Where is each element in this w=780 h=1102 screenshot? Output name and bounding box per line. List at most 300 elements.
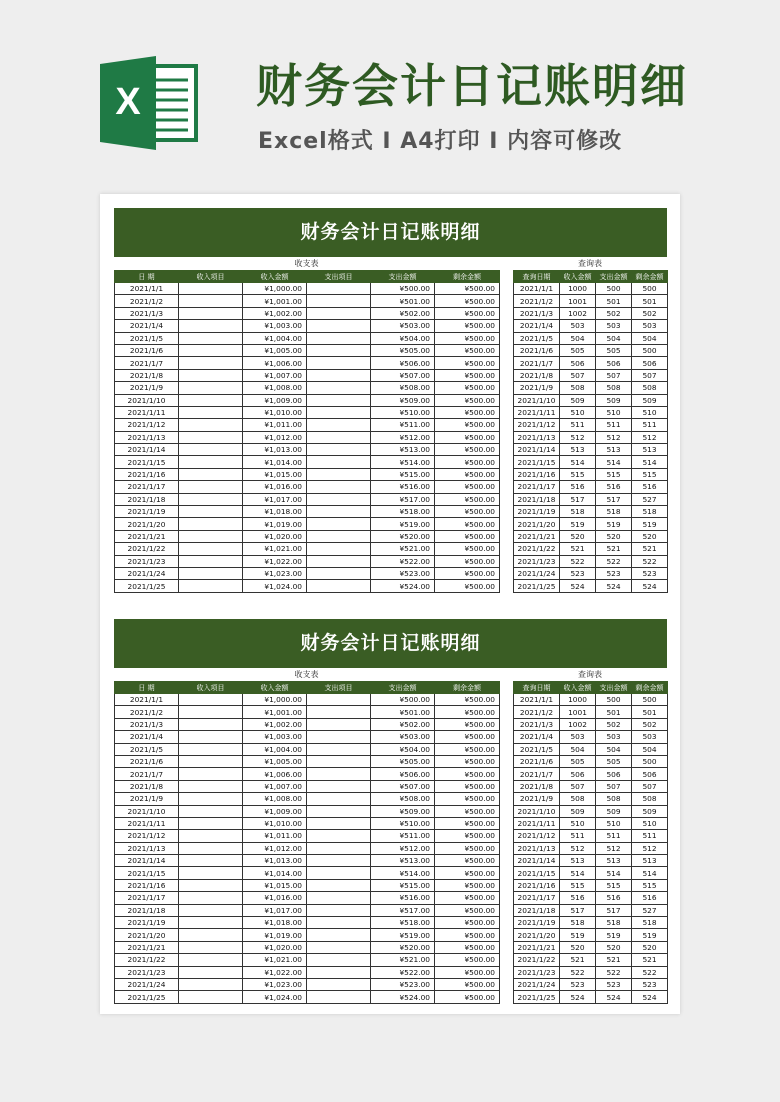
query-date-cell[interactable]: 2021/1/3: [514, 307, 560, 319]
query-date-cell[interactable]: 2021/1/24: [514, 567, 560, 579]
date-cell[interactable]: 2021/1/25: [115, 580, 179, 592]
query-date-cell[interactable]: 2021/1/18: [514, 904, 560, 916]
balance-cell[interactable]: ¥500.00: [435, 941, 500, 953]
query-balance-cell[interactable]: 509: [632, 394, 668, 406]
expense-item-cell[interactable]: [307, 481, 371, 493]
balance-cell[interactable]: ¥500.00: [435, 991, 500, 1003]
query-balance-cell[interactable]: 500: [632, 694, 668, 706]
date-cell[interactable]: 2021/1/8: [115, 369, 179, 381]
balance-cell[interactable]: ¥500.00: [435, 419, 500, 431]
query-income-cell[interactable]: 1000: [560, 694, 596, 706]
expense-item-cell[interactable]: [307, 966, 371, 978]
query-date-cell[interactable]: 2021/1/12: [514, 419, 560, 431]
income-item-cell[interactable]: [179, 580, 243, 592]
query-expense-cell[interactable]: 516: [596, 481, 632, 493]
balance-cell[interactable]: ¥500.00: [435, 456, 500, 468]
income-item-cell[interactable]: [179, 879, 243, 891]
expense-amount-cell[interactable]: ¥521.00: [371, 543, 435, 555]
expense-amount-cell[interactable]: ¥505.00: [371, 755, 435, 767]
query-date-cell[interactable]: 2021/1/11: [514, 817, 560, 829]
date-cell[interactable]: 2021/1/5: [115, 743, 179, 755]
balance-cell[interactable]: ¥500.00: [435, 879, 500, 891]
income-item-cell[interactable]: [179, 295, 243, 307]
income-item-cell[interactable]: [179, 283, 243, 295]
income-amount-cell[interactable]: ¥1,012.00: [243, 431, 307, 443]
balance-cell[interactable]: ¥500.00: [435, 718, 500, 730]
income-amount-cell[interactable]: ¥1,002.00: [243, 718, 307, 730]
query-income-cell[interactable]: 507: [560, 369, 596, 381]
query-expense-cell[interactable]: 514: [596, 456, 632, 468]
query-date-cell[interactable]: 2021/1/10: [514, 805, 560, 817]
query-balance-cell[interactable]: 504: [632, 743, 668, 755]
query-date-cell[interactable]: 2021/1/2: [514, 295, 560, 307]
query-income-cell[interactable]: 523: [560, 567, 596, 579]
income-item-cell[interactable]: [179, 518, 243, 530]
date-cell[interactable]: 2021/1/4: [115, 731, 179, 743]
query-balance-cell[interactable]: 510: [632, 817, 668, 829]
expense-item-cell[interactable]: [307, 382, 371, 394]
query-expense-cell[interactable]: 512: [596, 842, 632, 854]
income-item-cell[interactable]: [179, 718, 243, 730]
query-balance-cell[interactable]: 518: [632, 917, 668, 929]
balance-cell[interactable]: ¥500.00: [435, 817, 500, 829]
query-date-cell[interactable]: 2021/1/15: [514, 867, 560, 879]
balance-cell[interactable]: ¥500.00: [435, 892, 500, 904]
query-date-cell[interactable]: 2021/1/23: [514, 966, 560, 978]
query-income-cell[interactable]: 509: [560, 394, 596, 406]
expense-item-cell[interactable]: [307, 805, 371, 817]
income-item-cell[interactable]: [179, 694, 243, 706]
income-item-cell[interactable]: [179, 805, 243, 817]
expense-item-cell[interactable]: [307, 929, 371, 941]
expense-amount-cell[interactable]: ¥501.00: [371, 706, 435, 718]
query-expense-cell[interactable]: 520: [596, 530, 632, 542]
income-item-cell[interactable]: [179, 954, 243, 966]
income-item-cell[interactable]: [179, 320, 243, 332]
income-item-cell[interactable]: [179, 793, 243, 805]
query-expense-cell[interactable]: 522: [596, 966, 632, 978]
query-balance-cell[interactable]: 515: [632, 468, 668, 480]
query-income-cell[interactable]: 516: [560, 481, 596, 493]
balance-cell[interactable]: ¥500.00: [435, 468, 500, 480]
query-expense-cell[interactable]: 512: [596, 431, 632, 443]
expense-item-cell[interactable]: [307, 419, 371, 431]
income-item-cell[interactable]: [179, 444, 243, 456]
expense-item-cell[interactable]: [307, 941, 371, 953]
income-amount-cell[interactable]: ¥1,016.00: [243, 892, 307, 904]
income-amount-cell[interactable]: ¥1,004.00: [243, 332, 307, 344]
query-income-cell[interactable]: 518: [560, 917, 596, 929]
query-expense-cell[interactable]: 501: [596, 706, 632, 718]
income-amount-cell[interactable]: ¥1,024.00: [243, 580, 307, 592]
balance-cell[interactable]: ¥500.00: [435, 344, 500, 356]
query-expense-cell[interactable]: 508: [596, 793, 632, 805]
balance-cell[interactable]: ¥500.00: [435, 307, 500, 319]
expense-item-cell[interactable]: [307, 731, 371, 743]
query-balance-cell[interactable]: 524: [632, 991, 668, 1003]
query-income-cell[interactable]: 524: [560, 580, 596, 592]
income-amount-cell[interactable]: ¥1,023.00: [243, 567, 307, 579]
income-amount-cell[interactable]: ¥1,018.00: [243, 506, 307, 518]
expense-item-cell[interactable]: [307, 978, 371, 990]
balance-cell[interactable]: ¥500.00: [435, 768, 500, 780]
query-income-cell[interactable]: 519: [560, 929, 596, 941]
query-income-cell[interactable]: 504: [560, 332, 596, 344]
expense-amount-cell[interactable]: ¥512.00: [371, 842, 435, 854]
balance-cell[interactable]: ¥500.00: [435, 295, 500, 307]
date-cell[interactable]: 2021/1/8: [115, 780, 179, 792]
income-item-cell[interactable]: [179, 406, 243, 418]
income-item-cell[interactable]: [179, 817, 243, 829]
date-cell[interactable]: 2021/1/23: [115, 966, 179, 978]
date-cell[interactable]: 2021/1/19: [115, 506, 179, 518]
expense-item-cell[interactable]: [307, 357, 371, 369]
expense-amount-cell[interactable]: ¥509.00: [371, 805, 435, 817]
query-income-cell[interactable]: 508: [560, 382, 596, 394]
income-item-cell[interactable]: [179, 382, 243, 394]
date-cell[interactable]: 2021/1/6: [115, 344, 179, 356]
query-balance-cell[interactable]: 527: [632, 904, 668, 916]
query-balance-cell[interactable]: 516: [632, 481, 668, 493]
query-income-cell[interactable]: 506: [560, 357, 596, 369]
income-item-cell[interactable]: [179, 307, 243, 319]
expense-amount-cell[interactable]: ¥518.00: [371, 506, 435, 518]
income-amount-cell[interactable]: ¥1,009.00: [243, 805, 307, 817]
income-amount-cell[interactable]: ¥1,008.00: [243, 382, 307, 394]
expense-item-cell[interactable]: [307, 755, 371, 767]
income-item-cell[interactable]: [179, 842, 243, 854]
balance-cell[interactable]: ¥500.00: [435, 493, 500, 505]
query-income-cell[interactable]: 1001: [560, 295, 596, 307]
expense-item-cell[interactable]: [307, 543, 371, 555]
expense-amount-cell[interactable]: ¥504.00: [371, 332, 435, 344]
query-date-cell[interactable]: 2021/1/17: [514, 892, 560, 904]
query-date-cell[interactable]: 2021/1/20: [514, 518, 560, 530]
expense-item-cell[interactable]: [307, 332, 371, 344]
query-income-cell[interactable]: 507: [560, 780, 596, 792]
query-date-cell[interactable]: 2021/1/8: [514, 369, 560, 381]
query-income-cell[interactable]: 504: [560, 743, 596, 755]
query-expense-cell[interactable]: 520: [596, 941, 632, 953]
query-income-cell[interactable]: 509: [560, 805, 596, 817]
income-amount-cell[interactable]: ¥1,012.00: [243, 842, 307, 854]
balance-cell[interactable]: ¥500.00: [435, 780, 500, 792]
date-cell[interactable]: 2021/1/15: [115, 867, 179, 879]
query-expense-cell[interactable]: 502: [596, 307, 632, 319]
query-date-cell[interactable]: 2021/1/2: [514, 706, 560, 718]
query-expense-cell[interactable]: 503: [596, 320, 632, 332]
query-date-cell[interactable]: 2021/1/5: [514, 332, 560, 344]
income-amount-cell[interactable]: ¥1,013.00: [243, 855, 307, 867]
income-amount-cell[interactable]: ¥1,000.00: [243, 694, 307, 706]
income-amount-cell[interactable]: ¥1,017.00: [243, 493, 307, 505]
expense-item-cell[interactable]: [307, 991, 371, 1003]
balance-cell[interactable]: ¥500.00: [435, 444, 500, 456]
query-balance-cell[interactable]: 519: [632, 929, 668, 941]
query-expense-cell[interactable]: 506: [596, 357, 632, 369]
query-date-cell[interactable]: 2021/1/9: [514, 382, 560, 394]
query-income-cell[interactable]: 1001: [560, 706, 596, 718]
balance-cell[interactable]: ¥500.00: [435, 518, 500, 530]
query-balance-cell[interactable]: 521: [632, 543, 668, 555]
query-expense-cell[interactable]: 523: [596, 567, 632, 579]
expense-item-cell[interactable]: [307, 493, 371, 505]
query-expense-cell[interactable]: 501: [596, 295, 632, 307]
query-income-cell[interactable]: 515: [560, 468, 596, 480]
expense-item-cell[interactable]: [307, 718, 371, 730]
query-balance-cell[interactable]: 507: [632, 780, 668, 792]
query-balance-cell[interactable]: 515: [632, 879, 668, 891]
expense-amount-cell[interactable]: ¥519.00: [371, 929, 435, 941]
income-item-cell[interactable]: [179, 855, 243, 867]
income-item-cell[interactable]: [179, 357, 243, 369]
query-balance-cell[interactable]: 503: [632, 731, 668, 743]
expense-item-cell[interactable]: [307, 830, 371, 842]
query-expense-cell[interactable]: 517: [596, 493, 632, 505]
balance-cell[interactable]: ¥500.00: [435, 320, 500, 332]
query-date-cell[interactable]: 2021/1/15: [514, 456, 560, 468]
expense-amount-cell[interactable]: ¥508.00: [371, 793, 435, 805]
query-balance-cell[interactable]: 512: [632, 842, 668, 854]
query-date-cell[interactable]: 2021/1/16: [514, 879, 560, 891]
income-amount-cell[interactable]: ¥1,000.00: [243, 283, 307, 295]
date-cell[interactable]: 2021/1/18: [115, 493, 179, 505]
income-amount-cell[interactable]: ¥1,015.00: [243, 468, 307, 480]
query-expense-cell[interactable]: 500: [596, 283, 632, 295]
expense-amount-cell[interactable]: ¥513.00: [371, 444, 435, 456]
expense-item-cell[interactable]: [307, 904, 371, 916]
query-income-cell[interactable]: 503: [560, 731, 596, 743]
query-balance-cell[interactable]: 502: [632, 307, 668, 319]
query-expense-cell[interactable]: 523: [596, 978, 632, 990]
date-cell[interactable]: 2021/1/18: [115, 904, 179, 916]
income-amount-cell[interactable]: ¥1,001.00: [243, 706, 307, 718]
query-expense-cell[interactable]: 508: [596, 382, 632, 394]
expense-item-cell[interactable]: [307, 555, 371, 567]
expense-item-cell[interactable]: [307, 307, 371, 319]
query-date-cell[interactable]: 2021/1/21: [514, 941, 560, 953]
query-balance-cell[interactable]: 522: [632, 966, 668, 978]
query-expense-cell[interactable]: 513: [596, 855, 632, 867]
expense-amount-cell[interactable]: ¥521.00: [371, 954, 435, 966]
query-balance-cell[interactable]: 511: [632, 419, 668, 431]
income-amount-cell[interactable]: ¥1,008.00: [243, 793, 307, 805]
expense-amount-cell[interactable]: ¥502.00: [371, 307, 435, 319]
income-amount-cell[interactable]: ¥1,011.00: [243, 830, 307, 842]
income-item-cell[interactable]: [179, 567, 243, 579]
query-balance-cell[interactable]: 500: [632, 755, 668, 767]
query-income-cell[interactable]: 514: [560, 867, 596, 879]
expense-amount-cell[interactable]: ¥511.00: [371, 419, 435, 431]
income-amount-cell[interactable]: ¥1,020.00: [243, 941, 307, 953]
date-cell[interactable]: 2021/1/24: [115, 567, 179, 579]
query-expense-cell[interactable]: 502: [596, 718, 632, 730]
balance-cell[interactable]: ¥500.00: [435, 394, 500, 406]
income-amount-cell[interactable]: ¥1,015.00: [243, 879, 307, 891]
expense-item-cell[interactable]: [307, 468, 371, 480]
query-expense-cell[interactable]: 515: [596, 468, 632, 480]
query-income-cell[interactable]: 523: [560, 978, 596, 990]
expense-item-cell[interactable]: [307, 456, 371, 468]
date-cell[interactable]: 2021/1/14: [115, 855, 179, 867]
query-date-cell[interactable]: 2021/1/9: [514, 793, 560, 805]
income-amount-cell[interactable]: ¥1,004.00: [243, 743, 307, 755]
query-balance-cell[interactable]: 502: [632, 718, 668, 730]
date-cell[interactable]: 2021/1/21: [115, 530, 179, 542]
query-balance-cell[interactable]: 506: [632, 768, 668, 780]
query-expense-cell[interactable]: 511: [596, 419, 632, 431]
query-balance-cell[interactable]: 507: [632, 369, 668, 381]
query-income-cell[interactable]: 512: [560, 842, 596, 854]
expense-amount-cell[interactable]: ¥524.00: [371, 991, 435, 1003]
query-income-cell[interactable]: 512: [560, 431, 596, 443]
query-expense-cell[interactable]: 515: [596, 879, 632, 891]
income-amount-cell[interactable]: ¥1,014.00: [243, 456, 307, 468]
expense-amount-cell[interactable]: ¥512.00: [371, 431, 435, 443]
expense-item-cell[interactable]: [307, 580, 371, 592]
income-item-cell[interactable]: [179, 929, 243, 941]
query-income-cell[interactable]: 508: [560, 793, 596, 805]
query-date-cell[interactable]: 2021/1/25: [514, 580, 560, 592]
date-cell[interactable]: 2021/1/24: [115, 978, 179, 990]
query-income-cell[interactable]: 521: [560, 543, 596, 555]
date-cell[interactable]: 2021/1/1: [115, 694, 179, 706]
income-amount-cell[interactable]: ¥1,023.00: [243, 978, 307, 990]
expense-amount-cell[interactable]: ¥503.00: [371, 731, 435, 743]
query-income-cell[interactable]: 511: [560, 830, 596, 842]
query-expense-cell[interactable]: 506: [596, 768, 632, 780]
expense-item-cell[interactable]: [307, 780, 371, 792]
query-date-cell[interactable]: 2021/1/4: [514, 320, 560, 332]
expense-amount-cell[interactable]: ¥517.00: [371, 904, 435, 916]
expense-amount-cell[interactable]: ¥503.00: [371, 320, 435, 332]
expense-amount-cell[interactable]: ¥518.00: [371, 917, 435, 929]
query-income-cell[interactable]: 506: [560, 768, 596, 780]
query-balance-cell[interactable]: 520: [632, 941, 668, 953]
income-item-cell[interactable]: [179, 706, 243, 718]
expense-item-cell[interactable]: [307, 431, 371, 443]
income-amount-cell[interactable]: ¥1,013.00: [243, 444, 307, 456]
income-amount-cell[interactable]: ¥1,007.00: [243, 369, 307, 381]
income-item-cell[interactable]: [179, 344, 243, 356]
date-cell[interactable]: 2021/1/5: [115, 332, 179, 344]
income-item-cell[interactable]: [179, 892, 243, 904]
expense-amount-cell[interactable]: ¥501.00: [371, 295, 435, 307]
balance-cell[interactable]: ¥500.00: [435, 904, 500, 916]
expense-item-cell[interactable]: [307, 283, 371, 295]
balance-cell[interactable]: ¥500.00: [435, 580, 500, 592]
query-date-cell[interactable]: 2021/1/6: [514, 755, 560, 767]
query-income-cell[interactable]: 1000: [560, 283, 596, 295]
income-item-cell[interactable]: [179, 978, 243, 990]
query-balance-cell[interactable]: 508: [632, 382, 668, 394]
income-item-cell[interactable]: [179, 867, 243, 879]
query-expense-cell[interactable]: 521: [596, 543, 632, 555]
expense-item-cell[interactable]: [307, 406, 371, 418]
income-amount-cell[interactable]: ¥1,011.00: [243, 419, 307, 431]
query-balance-cell[interactable]: 511: [632, 830, 668, 842]
query-expense-cell[interactable]: 518: [596, 917, 632, 929]
expense-amount-cell[interactable]: ¥515.00: [371, 879, 435, 891]
query-balance-cell[interactable]: 510: [632, 406, 668, 418]
query-date-cell[interactable]: 2021/1/5: [514, 743, 560, 755]
query-income-cell[interactable]: 517: [560, 904, 596, 916]
query-income-cell[interactable]: 522: [560, 966, 596, 978]
expense-amount-cell[interactable]: ¥504.00: [371, 743, 435, 755]
income-amount-cell[interactable]: ¥1,001.00: [243, 295, 307, 307]
date-cell[interactable]: 2021/1/20: [115, 929, 179, 941]
query-date-cell[interactable]: 2021/1/4: [514, 731, 560, 743]
expense-item-cell[interactable]: [307, 694, 371, 706]
balance-cell[interactable]: ¥500.00: [435, 357, 500, 369]
query-balance-cell[interactable]: 522: [632, 555, 668, 567]
balance-cell[interactable]: ¥500.00: [435, 793, 500, 805]
query-balance-cell[interactable]: 518: [632, 506, 668, 518]
query-balance-cell[interactable]: 500: [632, 344, 668, 356]
expense-amount-cell[interactable]: ¥522.00: [371, 555, 435, 567]
query-income-cell[interactable]: 510: [560, 817, 596, 829]
expense-amount-cell[interactable]: ¥507.00: [371, 780, 435, 792]
balance-cell[interactable]: ¥500.00: [435, 567, 500, 579]
income-amount-cell[interactable]: ¥1,007.00: [243, 780, 307, 792]
query-balance-cell[interactable]: 514: [632, 867, 668, 879]
query-expense-cell[interactable]: 509: [596, 805, 632, 817]
income-item-cell[interactable]: [179, 780, 243, 792]
query-expense-cell[interactable]: 521: [596, 954, 632, 966]
expense-item-cell[interactable]: [307, 954, 371, 966]
income-item-cell[interactable]: [179, 966, 243, 978]
query-expense-cell[interactable]: 513: [596, 444, 632, 456]
income-amount-cell[interactable]: ¥1,009.00: [243, 394, 307, 406]
query-income-cell[interactable]: 516: [560, 892, 596, 904]
expense-item-cell[interactable]: [307, 867, 371, 879]
query-date-cell[interactable]: 2021/1/21: [514, 530, 560, 542]
date-cell[interactable]: 2021/1/25: [115, 991, 179, 1003]
income-amount-cell[interactable]: ¥1,021.00: [243, 543, 307, 555]
date-cell[interactable]: 2021/1/13: [115, 842, 179, 854]
query-date-cell[interactable]: 2021/1/7: [514, 768, 560, 780]
query-balance-cell[interactable]: 509: [632, 805, 668, 817]
query-income-cell[interactable]: 519: [560, 518, 596, 530]
expense-amount-cell[interactable]: ¥520.00: [371, 530, 435, 542]
expense-amount-cell[interactable]: ¥505.00: [371, 344, 435, 356]
date-cell[interactable]: 2021/1/22: [115, 543, 179, 555]
query-balance-cell[interactable]: 524: [632, 580, 668, 592]
balance-cell[interactable]: ¥500.00: [435, 743, 500, 755]
query-balance-cell[interactable]: 501: [632, 706, 668, 718]
date-cell[interactable]: 2021/1/20: [115, 518, 179, 530]
query-balance-cell[interactable]: 506: [632, 357, 668, 369]
expense-item-cell[interactable]: [307, 842, 371, 854]
balance-cell[interactable]: ¥500.00: [435, 805, 500, 817]
query-expense-cell[interactable]: 500: [596, 694, 632, 706]
date-cell[interactable]: 2021/1/17: [115, 892, 179, 904]
income-item-cell[interactable]: [179, 332, 243, 344]
date-cell[interactable]: 2021/1/7: [115, 768, 179, 780]
query-expense-cell[interactable]: 519: [596, 518, 632, 530]
balance-cell[interactable]: ¥500.00: [435, 978, 500, 990]
date-cell[interactable]: 2021/1/12: [115, 419, 179, 431]
income-item-cell[interactable]: [179, 431, 243, 443]
query-date-cell[interactable]: 2021/1/14: [514, 444, 560, 456]
income-item-cell[interactable]: [179, 731, 243, 743]
date-cell[interactable]: 2021/1/17: [115, 481, 179, 493]
expense-amount-cell[interactable]: ¥508.00: [371, 382, 435, 394]
query-balance-cell[interactable]: 513: [632, 444, 668, 456]
income-item-cell[interactable]: [179, 456, 243, 468]
expense-amount-cell[interactable]: ¥517.00: [371, 493, 435, 505]
query-income-cell[interactable]: 517: [560, 493, 596, 505]
